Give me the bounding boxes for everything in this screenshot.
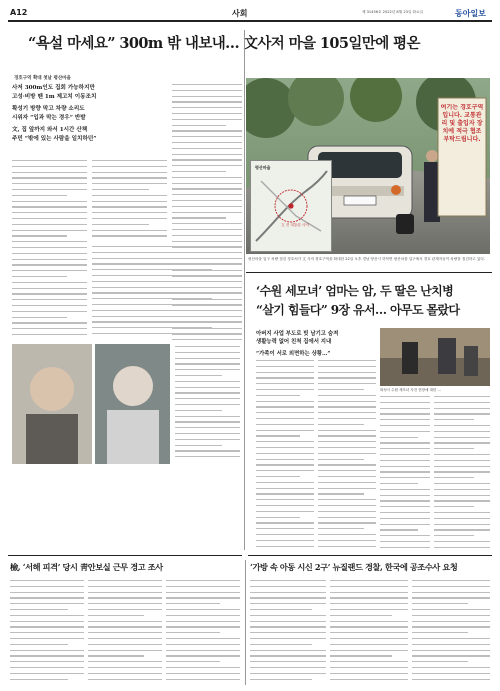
sign-text: 여기는 경호구역입니다. 교통관리 및 출입자 장치에 적극 협조 부탁드립니다. [440,104,484,143]
subhead: 확성기 방향 막고 차량 소리도 [12,106,85,112]
portrait-1-illustration [12,344,92,464]
column-separator [245,560,246,685]
subhead: 文, 집 앞까지 와서 1시간 산책 [12,127,88,133]
bottom-right-body-col-2 [330,580,408,685]
subhead: 고성·비방 땐 1m 제고치 이동조치 [12,94,97,100]
right-body-col-1 [256,360,314,550]
bottom-right-body-col-3 [412,580,490,685]
top-left-body-col-1 [12,160,87,340]
portrait-2-illustration [95,344,170,464]
top-subheads [12,84,192,144]
inset-map [250,160,332,252]
map-roads [251,161,331,251]
right-headline-line-2: “살기 힘들다” 9장 유서… 아무도 몰랐다 [256,303,460,317]
bottom-left-body-col-1 [10,580,84,685]
bottom-right-headline: ‘가방 속 아동 시신 2구’ 뉴질랜드 경찰, 한국에 공조수사 요청 [250,562,458,572]
right-headline-line-1: ‘수원 세모녀’ 엄마는 암, 두 딸은 난치병 [256,284,454,298]
right-photo-illustration [380,328,490,386]
bottom-left-headline: 檢, ‘서해 피격’ 당시 靑안보실 근무 경고 조사 [10,562,163,572]
top-story-tag: 경호구역 확대 첫날 평산마을 [14,76,71,81]
top-left-body-col-2 [92,160,167,240]
right-photo-caption: 화성시 수원 세모녀 사건 현장에 대한 … [380,388,441,392]
right-photo [380,328,490,386]
top-headline: “욕설 마세요” 300m 밖 내보내… 文사저 마을 105일만에 평온 [28,35,420,52]
issue-info: 제 31456호 2022년 8월 23일 화요일 [362,10,423,14]
top-mid-body [92,246,242,341]
bottom-right-body-col-1 [250,580,326,685]
top-photo-caption: 평산마을 입구 차량 점검 경호처가 文 사저 경호구역을 확대한 22일 오후 경남 양산시 하북면 평산마을 입구에서 경호 관계자들이 차량을 점검하고 있다. [248,257,485,261]
map-label-village: 평산마을 [255,165,271,170]
bottom-left-body-col-2 [88,580,162,685]
right-deck [256,330,376,358]
top-right-small-body [175,346,240,464]
right-story-rule-top [246,272,492,273]
section-label: 사회 [232,9,248,18]
column-separator [244,30,245,550]
portrait-photo-1 [12,344,92,464]
deck-line: “가족이 서로 외면하는 상황…” [256,351,331,357]
deck-line: 아버지 사업 부도로 빚 남기고 숨져 [256,331,339,337]
bottom-rule-right [248,555,492,556]
deck-line: 생활능력 없어 친척 집에서 지내 [256,339,332,345]
paper-name: 동아일보 [455,9,486,18]
right-body-col-3 [380,396,430,550]
map-label-residence: 文 전 대통령 사저 [281,223,309,227]
right-body-col-4 [434,396,490,550]
bottom-left-body-col-3 [166,580,240,685]
right-body-col-2 [318,360,376,550]
header-rule [8,20,492,22]
portrait-photo-2 [95,344,170,464]
page-number: A12 [10,8,28,17]
subhead: 시위자 “입과 막는 경우” 반발 [12,115,86,121]
subhead: 주민 “밖에 있는 사람을 일치하던” [12,136,97,142]
bottom-rule-left [8,555,242,556]
subhead: 사저 300m인도 집회 가능하지만 [12,85,95,91]
